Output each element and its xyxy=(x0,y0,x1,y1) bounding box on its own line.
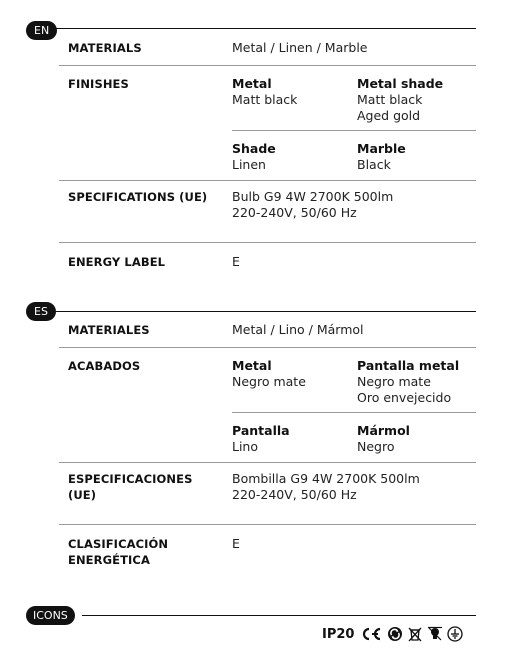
section-divider xyxy=(56,311,476,312)
specifications-line: Bombilla G9 4W 2700K 500lm xyxy=(232,471,420,486)
finish-group-title: Pantalla metal xyxy=(357,358,460,373)
energy-label-value: E xyxy=(232,536,240,551)
finish-group-title: Metal shade xyxy=(357,76,444,91)
finish-group-title: Mármol xyxy=(357,423,410,438)
row-divider xyxy=(59,242,476,243)
specifications-line: 220-240V, 50/60 Hz xyxy=(232,205,357,220)
finish-group-title: Shade xyxy=(232,141,276,156)
row-divider xyxy=(59,347,476,348)
finish-group-line: Linen xyxy=(232,157,266,172)
finish-group-line: Negro xyxy=(357,439,395,454)
finish-group-title: Pantalla xyxy=(232,423,290,438)
finish-group-line: Matt black xyxy=(232,92,298,107)
row-divider xyxy=(59,65,476,66)
finishes-label: FINISHES xyxy=(68,77,129,91)
recycle-icon xyxy=(387,626,403,642)
finish-group-line: Matt black xyxy=(357,92,423,107)
finish-group-line: Oro envejecido xyxy=(357,390,452,405)
materials-value: Metal / Lino / Mármol xyxy=(232,322,364,337)
finish-group-line: Negro mate xyxy=(357,374,431,389)
earth-ground-icon xyxy=(447,626,463,642)
finish-group-line: Lino xyxy=(232,439,259,454)
finish-group-line: Aged gold xyxy=(357,108,421,123)
energy-label-value: E xyxy=(232,254,240,269)
ip-rating: IP20 xyxy=(322,626,355,642)
materials-value: Metal / Linen / Marble xyxy=(232,40,368,55)
lang-badge-en: EN xyxy=(26,21,57,40)
section-divider xyxy=(56,28,476,29)
specifications-line: Bulb G9 4W 2700K 500lm xyxy=(232,189,394,204)
row-divider xyxy=(59,524,476,525)
row-divider xyxy=(59,180,476,181)
finish-group-line: Negro mate xyxy=(232,374,306,389)
energy-label-label: ENERGÉTICA xyxy=(68,553,150,567)
finish-group-title: Metal xyxy=(232,358,272,373)
icons-badge: ICONS xyxy=(26,606,75,625)
sub-divider xyxy=(232,412,476,413)
certification-icons xyxy=(322,624,463,644)
specifications-line: 220-240V, 50/60 Hz xyxy=(232,487,357,502)
materials-label: MATERIALS xyxy=(68,41,142,55)
specifications-label: (UE) xyxy=(68,488,97,502)
lightbulb-icon xyxy=(427,626,443,642)
energy-label-label: CLASIFICACIÓN xyxy=(68,537,169,551)
specifications-label: ESPECIFICACIONES xyxy=(68,472,193,486)
specifications-label: SPECIFICATIONS (UE) xyxy=(68,190,208,204)
section-divider xyxy=(82,615,476,616)
finishes-label: ACABADOS xyxy=(68,359,141,373)
sub-divider xyxy=(232,130,476,131)
finish-group-title: Marble xyxy=(357,141,406,156)
finish-group-line: Black xyxy=(357,157,391,172)
ce-mark-icon xyxy=(359,626,383,642)
lang-badge-es: ES xyxy=(26,302,56,321)
finish-group-title: Metal xyxy=(232,76,272,91)
weee-bin-icon xyxy=(407,626,423,642)
energy-label-label: ENERGY LABEL xyxy=(68,255,166,269)
row-divider xyxy=(59,462,476,463)
materials-label: MATERIALES xyxy=(68,323,150,337)
